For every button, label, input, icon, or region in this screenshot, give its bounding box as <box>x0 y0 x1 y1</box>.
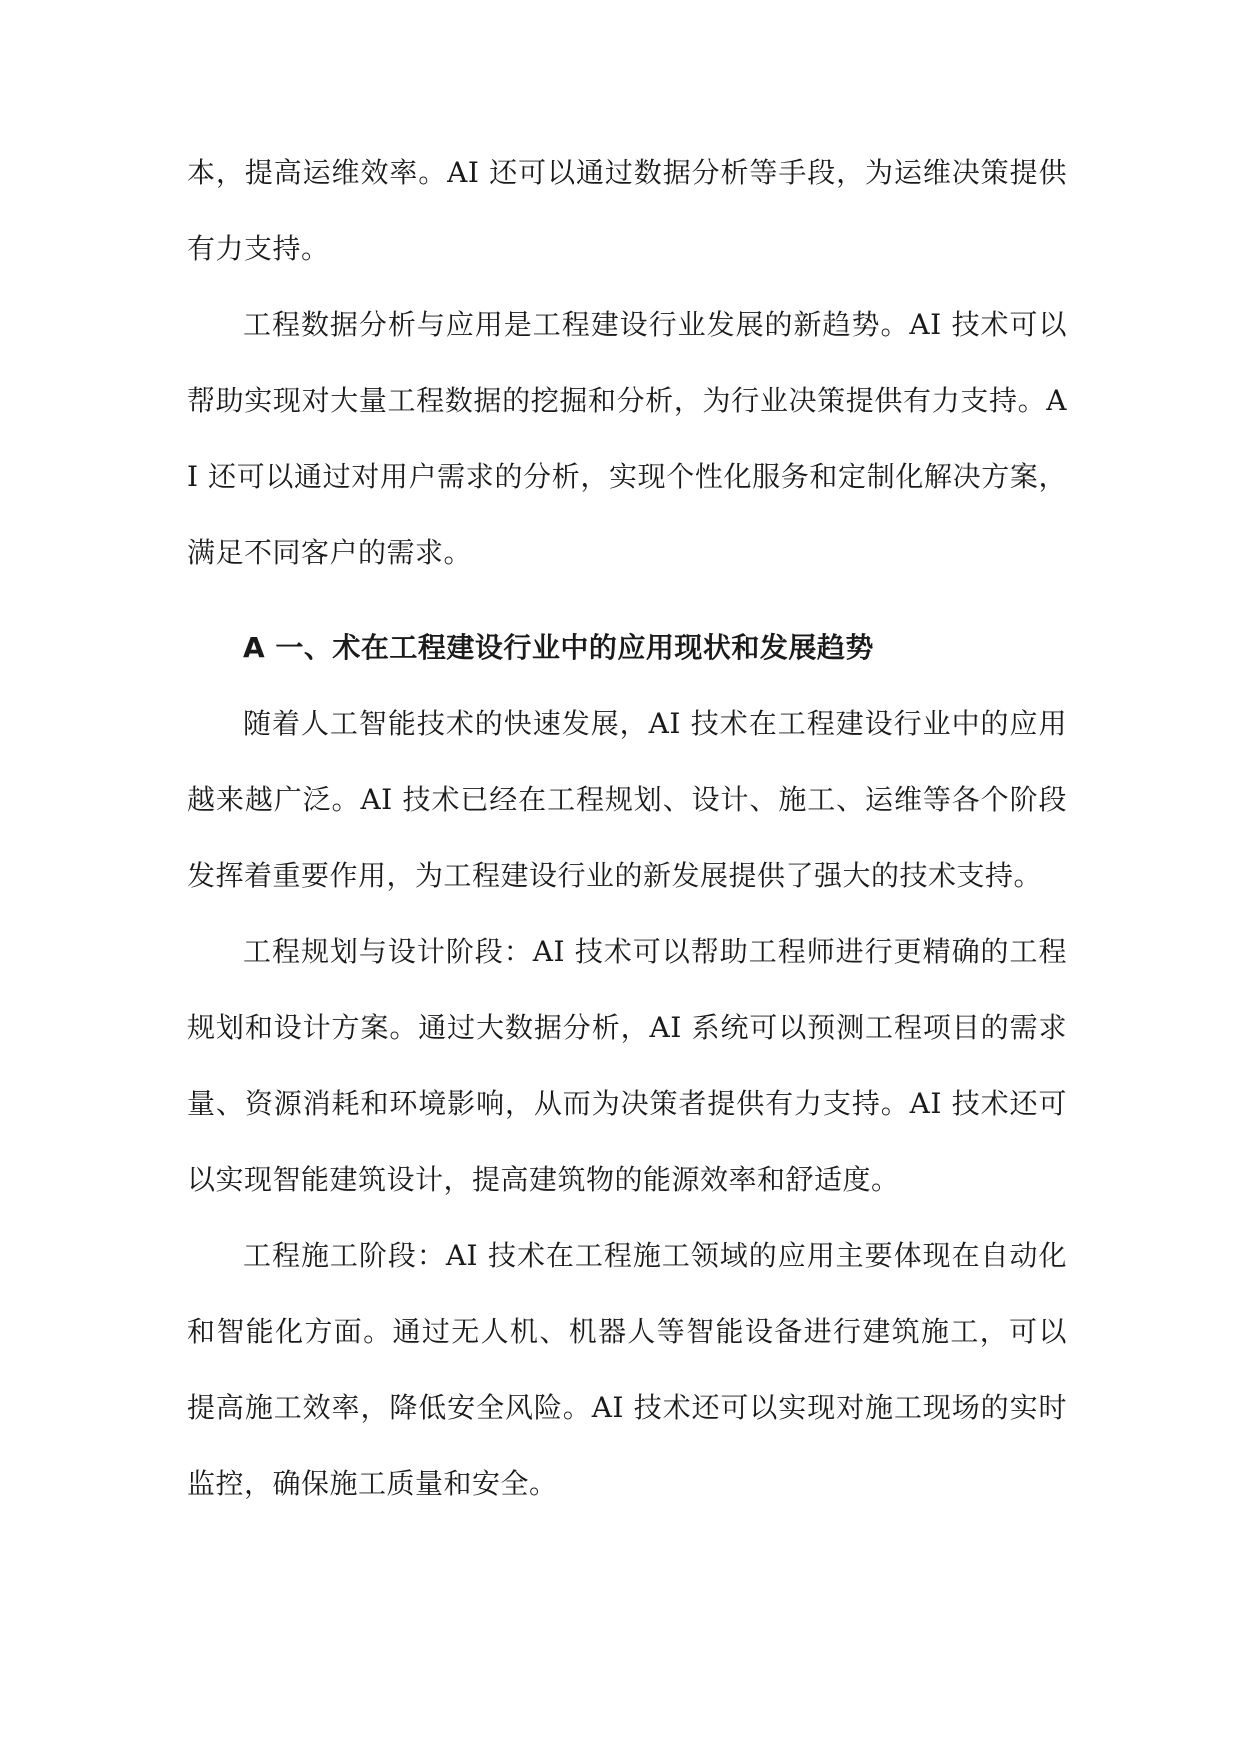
paragraph-data-analysis: 工程数据分析与应用是工程建设行业发展的新趋势。AI 技术可以帮助实现对大量工程数据的挖掘和分析，为行业决策提供有力支持。AI 还可以通过对用户需求的分析，实现个性化服务和定制化解决方案，满足不同客户的需求。 <box>187 308 1067 569</box>
document-body <box>187 135 1067 1522</box>
paragraph-construction: 工程施工阶段：AI 技术在工程施工领域的应用主要体现在自动化和智能化方面。通过无人机、机器人等智能设备进行建筑施工，可以提高施工效率，降低安全风险。AI 技术还可以实现对施工现场的实时监控，确保施工质量和安全。 <box>187 1239 1067 1500</box>
paragraph-planning-design: 工程规划与设计阶段：AI 技术可以帮助工程师进行更精确的工程规划和设计方案。通过大数据分析，AI 系统可以预测工程项目的需求量、资源消耗和环境影响，从而为决策者提供有力支持。AI 技术还可以实现智能建筑设计，提高建筑物的能源效率和舒适度。 <box>187 935 1067 1196</box>
paragraph-overview: 随着人工智能技术的快速发展，AI 技术在工程建设行业中的应用越来越广泛。AI 技术已经在工程规划、设计、施工、运维等各个阶段发挥着重要作用，为工程建设行业的新发展提供了强大的技术支持。 <box>187 707 1067 892</box>
section-heading: A 一、术在工程建设行业中的应用现状和发展趋势 <box>243 631 874 664</box>
paragraph-continuation: 本，提高运维效率。AI 还可以通过数据分析等手段，为运维决策提供有力支持。 <box>187 156 1067 265</box>
